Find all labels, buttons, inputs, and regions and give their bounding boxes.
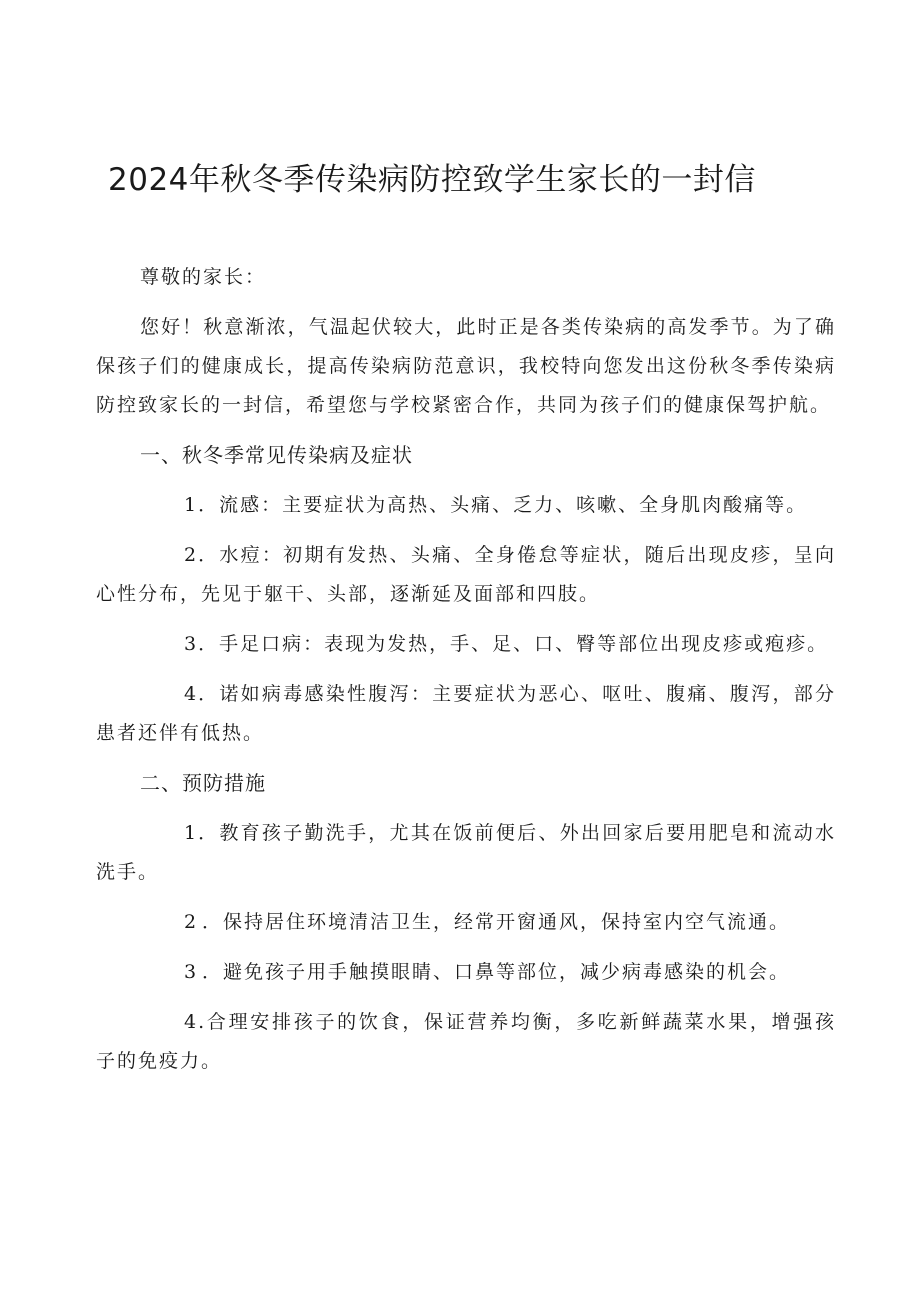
item-number: 2． [184, 544, 220, 566]
item-text: ．避免孩子用手触摸眼睛、口鼻等部位，减少病毒感染的机会。 [202, 961, 791, 983]
item-text: ．保持居住环境清洁卫生，经常开窗通风，保持室内空气流通。 [202, 911, 791, 933]
item-number: 4. [184, 1011, 207, 1033]
prevention-item [96, 1003, 836, 1081]
item-number: 1． [184, 822, 220, 844]
item-text: 诺如病毒感染性腹泻：主要症状为恶心、呕吐、腹痛、腹泻，部分患者还伴有低热。 [96, 683, 836, 744]
letter-body [96, 258, 836, 1092]
item-text: 流感：主要症状为高热、头痛、乏力、咳嗽、全身肌肉酸痛等。 [219, 494, 808, 516]
item-text: 手足口病：表现为发热，手、足、口、臀等部位出现皮疹或疱疹。 [219, 633, 829, 655]
symptom-item [96, 536, 836, 614]
item-text: 教育孩子勤洗手，尤其在饭前便后、外出回家后要用肥皂和流动水洗手。 [96, 822, 836, 883]
item-number: 3． [184, 633, 220, 655]
prevention-item [96, 903, 836, 942]
item-number: 1． [184, 494, 220, 516]
item-number: 4． [184, 683, 220, 705]
document-title: 2024年秋冬季传染病防控致学生家长的一封信 [108, 162, 756, 198]
symptom-item [96, 675, 836, 753]
section-heading-symptoms: 一、秋冬季常见传染病及症状 [140, 443, 413, 467]
symptom-item [96, 486, 836, 525]
prevention-item [96, 814, 836, 892]
section-heading-prevention: 二、预防措施 [140, 771, 266, 795]
intro-paragraph: 您好！秋意渐浓，气温起伏较大，此时正是各类传染病的高发季节。为了确保孩子们的健康成长，提高传染病防范意识，我校特向您发出这份秋冬季传染病防控致家长的一封信，希望您与学校紧密合作，共同为孩子们的健康保驾护航。 [96, 316, 836, 416]
item-text: 水痘：初期有发热、头痛、全身倦怠等症状，随后出现皮疹，呈向心性分布，先见于躯干、头部，逐渐延及面部和四肢。 [96, 544, 836, 605]
item-text: 合理安排孩子的饮食，保证营养均衡，多吃新鲜蔬菜水果，增强孩子的免疫力。 [96, 1011, 836, 1072]
prevention-item [96, 953, 836, 992]
greeting: 尊敬的家长： [140, 266, 267, 288]
item-number: 2 [184, 911, 199, 933]
symptom-item [96, 625, 836, 664]
item-number: 3 [184, 961, 199, 983]
